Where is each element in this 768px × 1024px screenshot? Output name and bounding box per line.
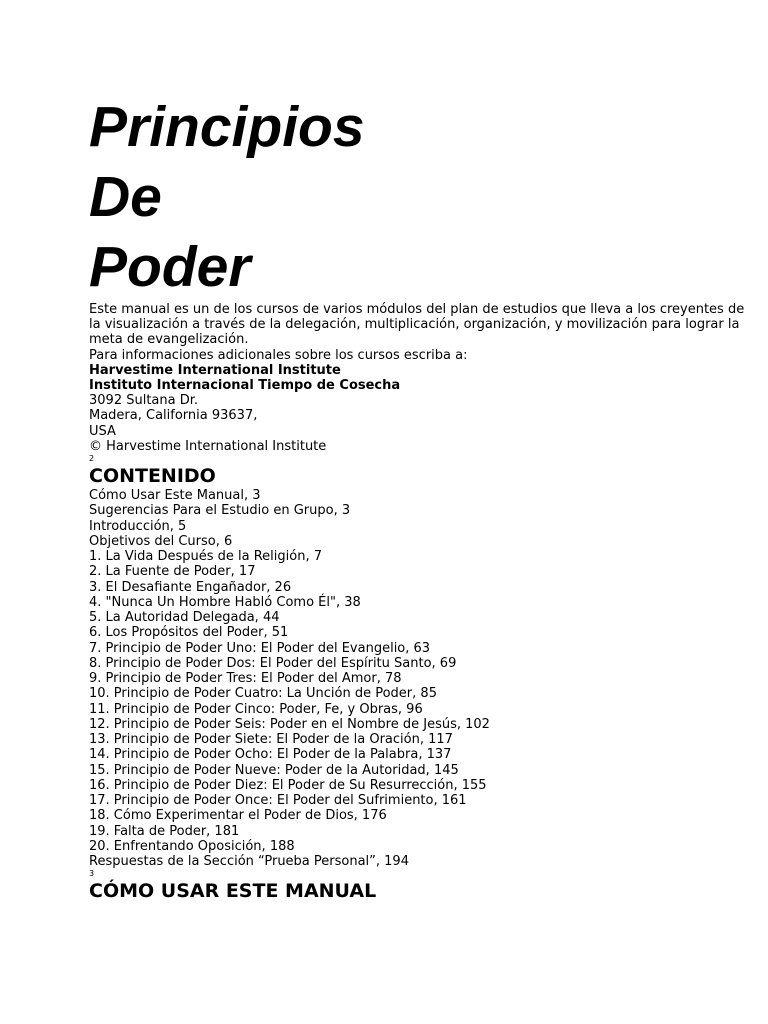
copyright-line: © Harvestime International Institute <box>89 438 327 454</box>
toc-item: Sugerencias Para el Estudio en Grupo, 3 <box>89 503 351 519</box>
page-number-marker: 3 <box>89 869 95 879</box>
toc-item: 9. Principio de Poder Tres: El Poder del Amor, 78 <box>89 671 402 687</box>
toc-item: Objetivos del Curso, 6 <box>89 533 233 549</box>
document-page <box>89 92 749 903</box>
toc-item: 19. Falta de Poder, 181 <box>89 823 240 839</box>
toc-item: 6. Los Propósitos del Poder, 51 <box>89 625 289 641</box>
page-number-marker: 2 <box>89 454 95 464</box>
org-name-en: Harvestime International Institute <box>89 362 341 378</box>
toc-item: 11. Principio de Poder Cinco: Poder, Fe, y Obras, 96 <box>89 701 423 717</box>
toc-item: Cómo Usar Este Manual, 3 <box>89 488 261 504</box>
toc-item: 3. El Desafiante Engañador, 26 <box>89 579 292 595</box>
toc-item: Introducción, 5 <box>89 518 187 534</box>
contents-heading: CONTENIDO <box>89 465 216 488</box>
title-line: Principios <box>89 95 365 159</box>
toc-item: 7. Principio de Poder Uno: El Poder del Evangelio, 63 <box>89 640 431 656</box>
toc-item: 20. Enfrentando Oposición, 188 <box>89 838 295 854</box>
toc-item: 16. Principio de Poder Diez: El Poder de Su Resurrección, 155 <box>89 777 487 793</box>
address-city: Madera, California 93637, <box>89 408 258 424</box>
contact-prompt: Para informaciones adicionales sobre los cursos escriba a: <box>89 347 468 363</box>
toc-item: 4. "Nunca Un Hombre Habló Como Él", 38 <box>89 594 361 610</box>
org-name-es: Instituto Internacional Tiempo de Cosecha <box>89 378 401 394</box>
address-street: 3092 Sultana Dr. <box>89 393 199 409</box>
toc-item: 18. Cómo Experimentar el Poder de Dios, 176 <box>89 808 387 824</box>
title-line: De <box>89 165 162 229</box>
toc-item: 14. Principio de Poder Ocho: El Poder de la Palabra, 137 <box>89 747 452 763</box>
toc-item: 8. Principio de Poder Dos: El Poder del Espíritu Santo, 69 <box>89 655 457 671</box>
toc-item: Respuestas de la Sección “Prueba Personal”, 194 <box>89 854 409 870</box>
table-of-contents <box>89 488 749 869</box>
toc-item: 10. Principio de Poder Cuatro: La Unción de Poder, 85 <box>89 686 437 702</box>
intro-block <box>89 302 749 454</box>
toc-item: 1. La Vida Después de la Religión, 7 <box>89 549 322 565</box>
toc-item: 2. La Fuente de Poder, 17 <box>89 564 256 580</box>
address-country: USA <box>89 423 116 439</box>
toc-item: 5. La Autoridad Delegada, 44 <box>89 610 280 626</box>
toc-item: 13. Principio de Poder Siete: El Poder de la Oración, 117 <box>89 732 453 748</box>
toc-item: 15. Principio de Poder Nueve: Poder de la Autoridad, 145 <box>89 762 459 778</box>
title-line: Poder <box>89 235 251 299</box>
toc-item: 17. Principio de Poder Once: El Poder del Sufrimiento, 161 <box>89 793 467 809</box>
how-to-use-heading: CÓMO USAR ESTE MANUAL <box>89 880 377 903</box>
toc-item: 12. Principio de Poder Seis: Poder en el Nombre de Jesús, 102 <box>89 716 490 732</box>
intro-description: Este manual es un de los cursos de varios módulos del plan de estudios que lleva a los creyentes de la visualización a través de la delegación, multiplicación, organización, y movilización para lograr la meta de evangelización. <box>89 302 745 348</box>
document-title <box>89 92 749 302</box>
